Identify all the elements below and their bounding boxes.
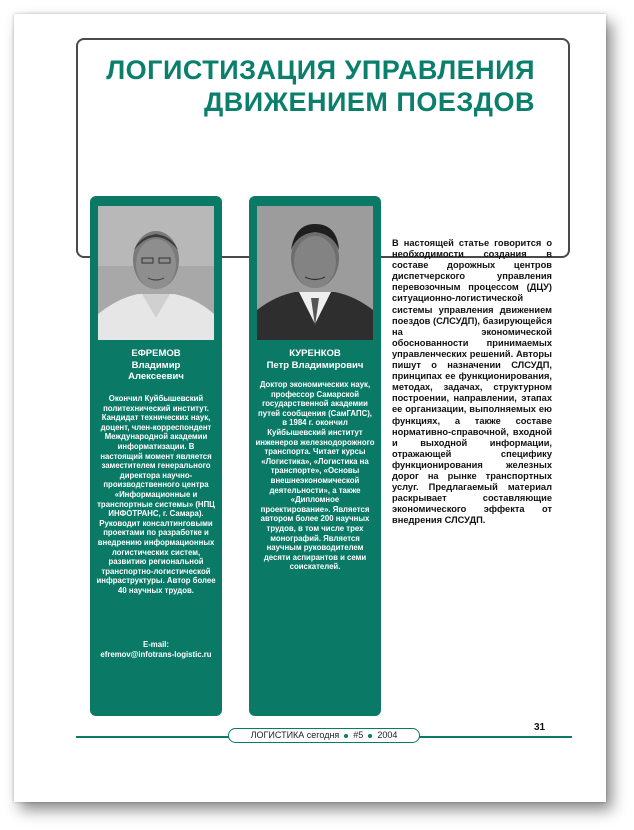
portrait-image: [257, 206, 373, 340]
article-title: [92, 54, 535, 118]
magazine-name: ЛОГИСТИКА сегодня: [250, 730, 340, 740]
bullet-icon: [344, 734, 348, 738]
issue-number: #5: [353, 730, 364, 740]
email-link[interactable]: efremov@infotrans-logistic.ru: [100, 649, 212, 659]
footer-masthead: [228, 728, 420, 743]
author-card-kurenkov: [249, 196, 381, 716]
article-title-line-2: ДВИЖЕНИЕМ ПОЕЗДОВ: [203, 87, 535, 117]
issue-year: 2004: [377, 730, 398, 740]
author-bio-efremov: Окончил Куйбышевский политехнический институт. Кандидат технических наук, доцент, член-корреспондент Международной академии информатизации. В настоящий момент является заместителем генерального директора научно-производственного центра «Информационные и транспортные системы» (НПЦ ИНФОТРАНС, г. Самара). Руководит консалтинговыми проектами по разработке и внедрению информационных логистических систем, развитию региональной транспортно-логистической инфраструктуры. Автор более 40 научных трудов.: [96, 394, 216, 595]
author-photo-kurenkov: [257, 206, 373, 340]
author-bio-kurenkov: Доктор экономических наук, профессор Самарской государственной академии путей сообщения (СамГАПС), в 1984 г. окончил Куйбышевский институт инженеров железнодорожного транспорта. Читает курсы «Логистика», «Логистика на транспорте», «Основы внешнеэкономической деятельности», а также «Дипломное проектирование». Является автором более 200 научных трудов, в том числе трех монографий. Является научным руководителем десяти аспирантов и семи соискателей.: [255, 380, 375, 572]
author-email-efremov: E-mail: efremov@infotrans-logistic.ru: [96, 640, 216, 659]
author-photo-efremov: [98, 206, 214, 340]
author-name-kurenkov: КУРЕНКОВ Петр Владимирович: [266, 348, 364, 371]
article-abstract: В настоящей статье говорится о необходимости создания в составе дорожных центров диспетчерского управления перевозочным процессом (ДЦУ) ситуационно-логистической системы управления движением поездов (СЛСУДП), базирующейся на экономической обоснованности принимаемых управленческих решений. Авторы пишут о назначении СЛСУДП, принципах ее функционирования, методах, задачах, структурном построении, направлении, этапах ее организации, выполняемых ею функциях, а также составе нормативно-справочной, входной и выходной информации, отражающей специфику функционирования железных дорог на рынке транспортных услуг. Предлагаемый материал раскрывает составляющие экономического эффекта от внедрения СЛСУДП.: [392, 238, 552, 526]
author-card-efremov: [90, 196, 222, 716]
article-title-line-1: ЛОГИСТИЗАЦИЯ УПРАВЛЕНИЯ: [106, 55, 535, 85]
portrait-image: [98, 206, 214, 340]
page-number: 31: [534, 722, 546, 733]
author-name-efremov: ЕФРЕМОВ Владимир Алексеевич: [128, 348, 184, 382]
bullet-icon: [368, 734, 372, 738]
